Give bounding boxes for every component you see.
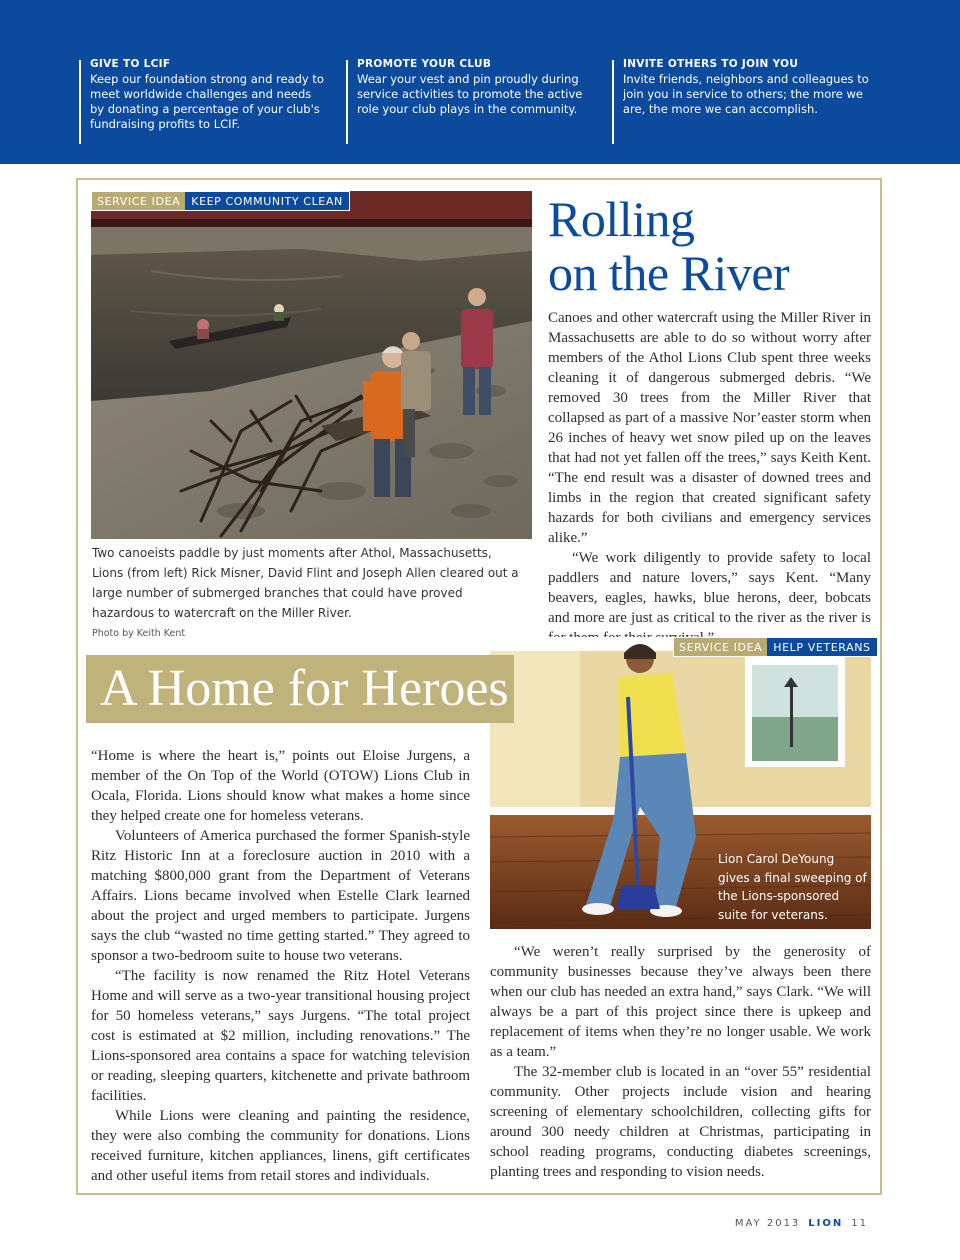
heroes-headline: A Home for Heroes <box>100 660 509 717</box>
top-banner <box>0 0 960 164</box>
heroes-article-left-column <box>91 746 470 1186</box>
photo-credit: Photo by Keith Kent <box>92 628 186 639</box>
river-headline <box>548 192 789 300</box>
tip-body: Wear your vest and pin proudly during service activities to promote the active role your club plays in the community. <box>357 72 583 116</box>
article-paragraph: Canoes and other watercraft using the Miller River in Massachusetts are able to do so without worry after members of the Athol Lions Club spent three weeks cleaning it of dangerous submerged debris. “We removed 30 trees from the Miller River that collapsed as part of a massive Nor’easter storm when 26 inches of heavy wet snow piled up on the leaves that had not yet fallen off the trees,” says Keith Kent. “The end result was a disaster of downed trees and limbs in the region that created significant safety hazards for both civilians and emergency services alike.” <box>548 310 871 546</box>
magazine-brand: LION <box>808 1218 844 1229</box>
tip-title: PROMOTE YOUR CLUB <box>357 58 492 70</box>
heroes-title-box <box>86 655 514 723</box>
service-idea-tag-river <box>91 191 350 211</box>
headline-line2: on the River <box>548 245 790 301</box>
service-idea-label: SERVICE IDEA <box>674 638 767 656</box>
tip-body: Keep our foundation strong and ready to meet worldwide challenges and needs by donating a percentage of your club's fundraising profits to LCIF. <box>90 72 324 131</box>
heroes-article-right-column <box>490 942 871 1182</box>
article-paragraph: “The facility is now renamed the Ritz Hotel Veterans Home and will serve as a two-year transitional housing project for 50 homeless veterans,” says Jurgens. “The total project cost is estimated at $2 million, including renovations.” The Lions-sponsored area contains a space for watching television or reading, sleeping quarters, kitchenette and private bathroom facilities. <box>91 968 470 1104</box>
page-number: 11 <box>851 1218 868 1229</box>
headline-line1: Rolling <box>548 191 695 247</box>
tip-promote-your-club <box>346 60 592 144</box>
tip-title: GIVE TO LCIF <box>90 58 171 70</box>
tip-title: INVITE OTHERS TO JOIN YOU <box>623 58 799 70</box>
page-footer <box>735 1218 868 1229</box>
article-paragraph: “We work diligently to provide safety to local paddlers and nature lovers,” says Kent. “Many beavers, eagles, hawks, blue herons, deer, bobcats and more are just as critical to the river as the river is <box>548 550 871 626</box>
service-idea-topic: HELP VETERANS <box>767 638 876 656</box>
article-paragraph: Volunteers of America purchased the former Spanish-style Ritz Historic Inn at a foreclosure auction in 2010 with a matching $800,000 grant from the Department of Veterans Affairs. Lions became involved when Estelle Clark learned about the project and urged members to participate. Jurgens says the club “wasted no time getting started.” They agreed to sponsor a two-bedroom suite to house two veterans. <box>91 828 470 964</box>
service-idea-tag-veterans <box>673 637 878 657</box>
tip-body: Invite friends, neighbors and colleagues to join you in service to others; the more we are, the more we can accomplish. <box>623 72 869 116</box>
river-article-body <box>548 308 871 648</box>
issue-date: MAY 2013 <box>734 1218 801 1229</box>
article-paragraph: While Lions were cleaning and painting the residence, they were also combing the community for donations. Lions received furniture, kitchen appliances, linens, gift certificates and other useful items from retail stores and individuals. <box>91 1108 470 1184</box>
tip-give-to-lcif <box>79 60 325 144</box>
article-paragraph: “We weren’t really surprised by the generosity of community businesses because they’ve always been there when our club has needed an extra hand,” says Clark. “We will always be a part of this project since there is upkeep and replacement of items when they’re no longer usable. We work as a team.” <box>490 944 871 1060</box>
river-photo-caption: Two canoeists paddle by just moments after Athol, Massachusetts, Lions (from left) Rick Misner, David Flint and Joseph Allen cleared out a large number of submerged branches that could have proved hazardous to watercraft on the Miller River. <box>92 546 519 620</box>
service-idea-label: SERVICE IDEA <box>92 192 185 210</box>
tip-invite-others <box>612 60 883 144</box>
river-cleanup-photo <box>91 191 532 539</box>
veteran-photo-caption: Lion Carol DeYoung gives a final sweeping of the Lions-sponsored suite for veterans. <box>718 852 867 922</box>
service-idea-topic: KEEP COMMUNITY CLEAN <box>185 192 349 210</box>
article-paragraph: “Home is where the heart is,” points out Eloise Jurgens, a member of the On Top of the World (OTOW) Lions Club in Ocala, Florida. Lions should know what makes a home since they helped create one for homeless veterans. <box>91 748 470 824</box>
article-paragraph: The 32-member club is located in an “over 55” residential community. Other projects include vision and hearing screening of elementary schoolchildren, collecting gifts for around 300 needy children at Christmas, participating in school reading programs, conducting diabetes screenings, planting trees and responding to vision needs. <box>490 1064 871 1180</box>
